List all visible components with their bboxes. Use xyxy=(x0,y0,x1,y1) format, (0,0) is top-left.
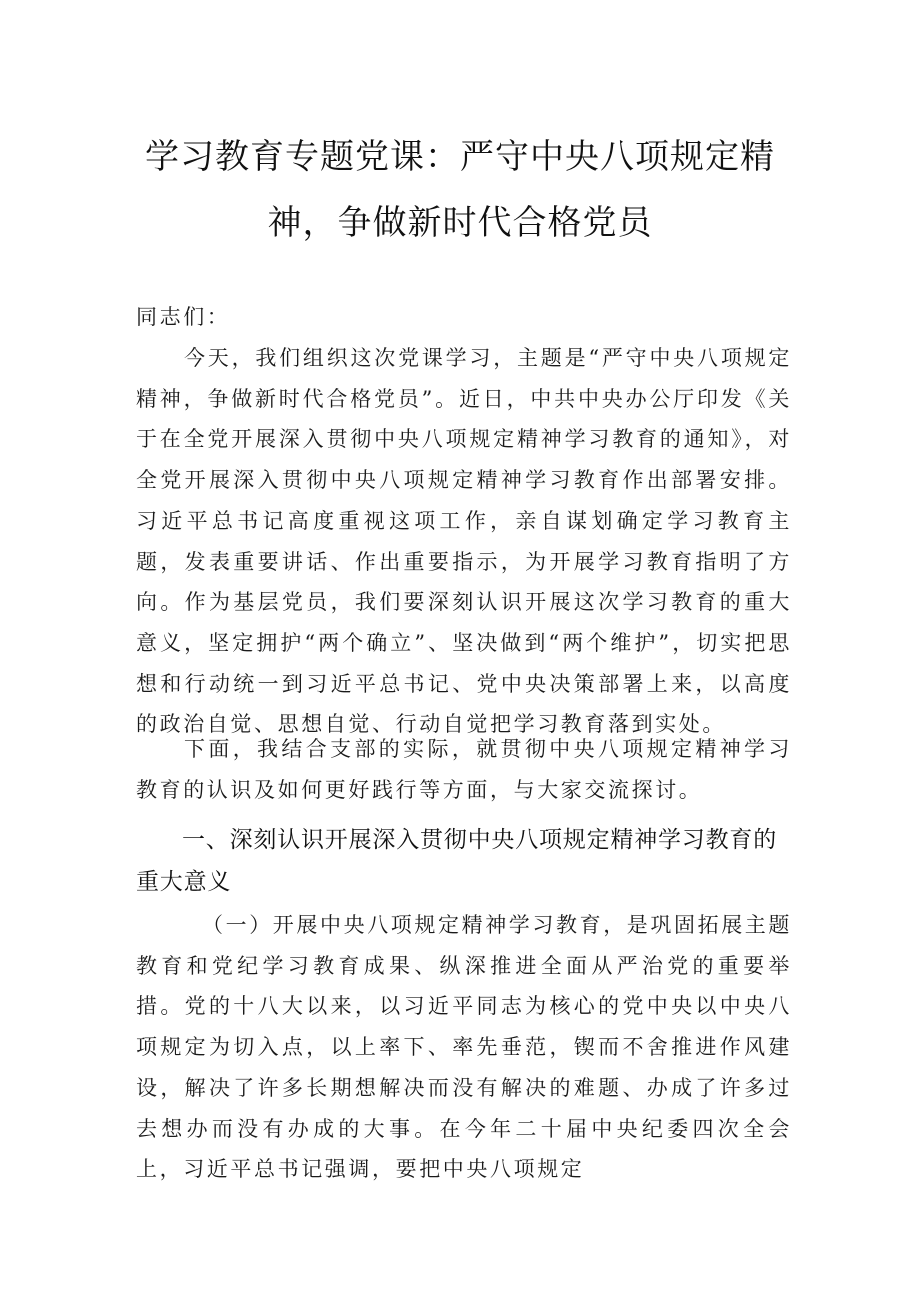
section-heading-1: 一、深刻认识开展深入贯彻中央八项规定精神学习教育的重大意义 xyxy=(136,827,777,895)
paragraph-section-1-1: （一）开展中央八项规定精神学习教育，是巩固拓展主题教育和党纪学习教育成果、纵深推进全面从严治党的重要举措。党的十八大以来，以习近平同志为核心的党中央以中央八项规定为切入点，以上率下、率先垂范，锲而不舍推进作风建设，解决了许多长期想解决而没有解决的难题、办成了许多过去想办而没有办成的大事。在今年二十届中央纪委四次全会上，习近平总书记强调，要把中央八项规定 xyxy=(136,913,792,1182)
salutation: 同志们： xyxy=(136,305,231,329)
title-line-2: 神，争做新时代合格党员 xyxy=(267,203,653,243)
paragraph-outline: 下面，我结合支部的实际，就贯彻中央八项规定精神学习教育的认识及如何更好践行等方面，与大家交流探讨。 xyxy=(136,737,792,802)
paragraph-intro: 今天，我们组织这次党课学习，主题是“严守中央八项规定精神，争做新时代合格党员”。近日，中共中央办公厅印发《关于在全党开展深入贯彻中央八项规定精神学习教育的通知》，对全党开展深入贯彻中央八项规定精神学习教育作出部署安排。习近平总书记高度重视这项工作，亲自谋划确定学习教育主题，发表重要讲话、作出重要指示，为开展学习教育指明了方向。作为基层党员，我们要深刻认识开展这次学习教育的重大意义，坚定拥护“两个确立”、坚决做到“两个维护”，切实把思想和行动统一到习近平总书记、党中央决策部署上来，以高度的政治自觉、思想自觉、行动自觉把学习教育落到实处。 xyxy=(136,346,792,737)
title-line-1: 学习教育专题党课：严守中央八项规定精 xyxy=(145,137,775,177)
document-title xyxy=(130,124,790,256)
